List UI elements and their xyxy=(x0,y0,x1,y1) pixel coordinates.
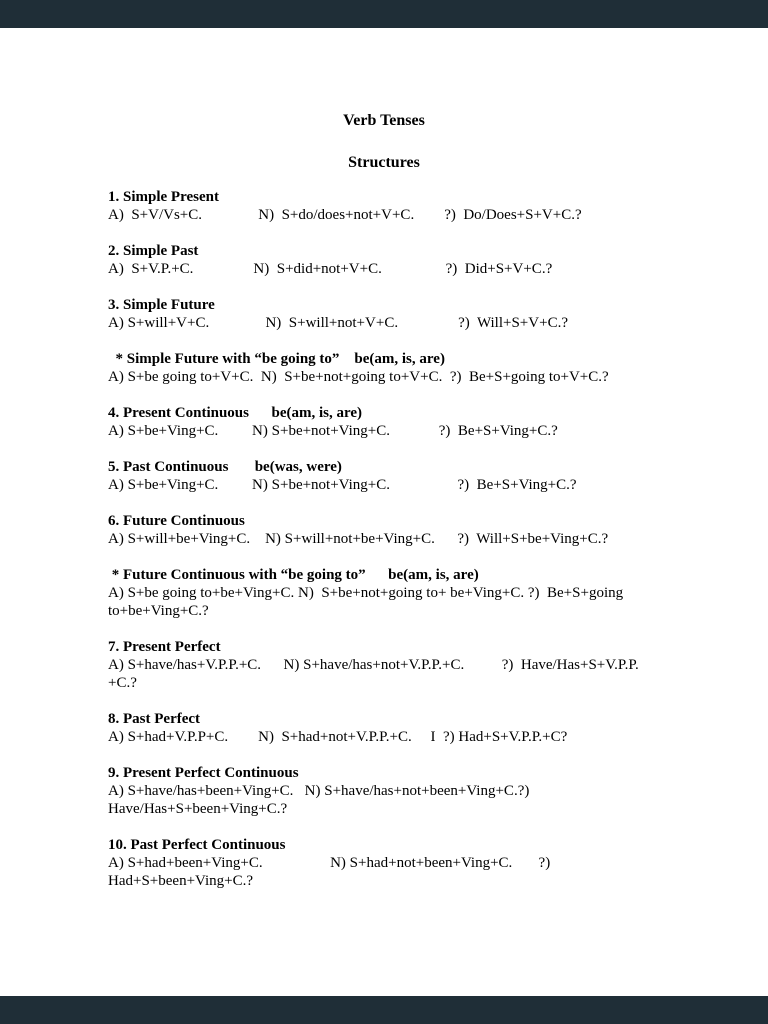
section xyxy=(108,404,668,440)
structure-line: Have/Has+S+been+Ving+C.? xyxy=(108,801,288,817)
section-heading: 6. Future Continuous xyxy=(108,513,245,529)
structure-line: +C.? xyxy=(108,675,137,691)
structure-line: A) S+will+be+Ving+C. N) S+will+not+be+Ving+C. ?) Will+S+be+Ving+C.? xyxy=(108,531,609,547)
section-heading: 5. Past Continuous be(was, were) xyxy=(108,459,342,475)
structure-line: A) S+have/has+V.P.P.+C. N) S+have/has+not+V.P.P.+C. ?) Have/Has+S+V.P.P. xyxy=(108,657,639,673)
section xyxy=(108,566,668,620)
section-heading: 2. Simple Past xyxy=(108,243,199,259)
document-sections xyxy=(108,188,668,890)
structure-line: A) S+be+Ving+C. N) S+be+not+Ving+C. ?) Be+S+Ving+C.? xyxy=(108,477,577,493)
section xyxy=(108,764,668,818)
section-heading: * Future Continuous with “be going to” be(am, is, are) xyxy=(108,567,479,583)
section xyxy=(108,710,668,746)
structure-line: A) S+had+been+Ving+C. N) S+had+not+been+Ving+C. ?) xyxy=(108,855,551,871)
section xyxy=(108,638,668,692)
document-title: Verb Tenses xyxy=(343,112,425,129)
viewer-bottom-bar xyxy=(0,996,768,1024)
section xyxy=(108,188,668,224)
section-heading: 9. Present Perfect Continuous xyxy=(108,765,299,781)
document-page xyxy=(0,28,768,996)
section xyxy=(108,350,668,386)
structure-line: to+be+Ving+C.? xyxy=(108,603,209,619)
section-heading: 1. Simple Present xyxy=(108,189,219,205)
section-heading: 8. Past Perfect xyxy=(108,711,201,727)
structure-line: A) S+V.P.+C. N) S+did+not+V+C. ?) Did+S+V+C.? xyxy=(108,261,553,277)
section-heading: 10. Past Perfect Continuous xyxy=(108,837,286,853)
viewer-top-bar xyxy=(0,0,768,28)
structure-line: A) S+be going to+be+Ving+C. N) S+be+not+going to+ be+Ving+C. ?) Be+S+going xyxy=(108,585,624,601)
structure-line: A) S+have/has+been+Ving+C. N) S+have/has+not+been+Ving+C.?) xyxy=(108,783,530,799)
section-heading: * Simple Future with “be going to” be(am, is, are) xyxy=(108,351,445,367)
structure-line: Had+S+been+Ving+C.? xyxy=(108,873,253,889)
structure-line: A) S+had+V.P.P+C. N) S+had+not+V.P.P.+C. I ?) Had+S+V.P.P.+C? xyxy=(108,729,568,745)
structure-line: A) S+V/Vs+C. N) S+do/does+not+V+C. ?) Do/Does+S+V+C.? xyxy=(108,207,582,223)
section xyxy=(108,836,668,890)
section xyxy=(108,512,668,548)
structure-line: A) S+be+Ving+C. N) S+be+not+Ving+C. ?) Be+S+Ving+C.? xyxy=(108,423,558,439)
structure-line: A) S+will+V+C. N) S+will+not+V+C. ?) Will+S+V+C.? xyxy=(108,315,568,331)
section xyxy=(108,242,668,278)
section-heading: 3. Simple Future xyxy=(108,297,215,313)
section xyxy=(108,296,668,332)
document-subtitle: Structures xyxy=(348,154,420,171)
section-heading: 7. Present Perfect xyxy=(108,639,221,655)
section-heading: 4. Present Continuous be(am, is, are) xyxy=(108,405,363,421)
section xyxy=(108,458,668,494)
structure-line: A) S+be going to+V+C. N) S+be+not+going to+V+C. ?) Be+S+going to+V+C.? xyxy=(108,369,609,385)
